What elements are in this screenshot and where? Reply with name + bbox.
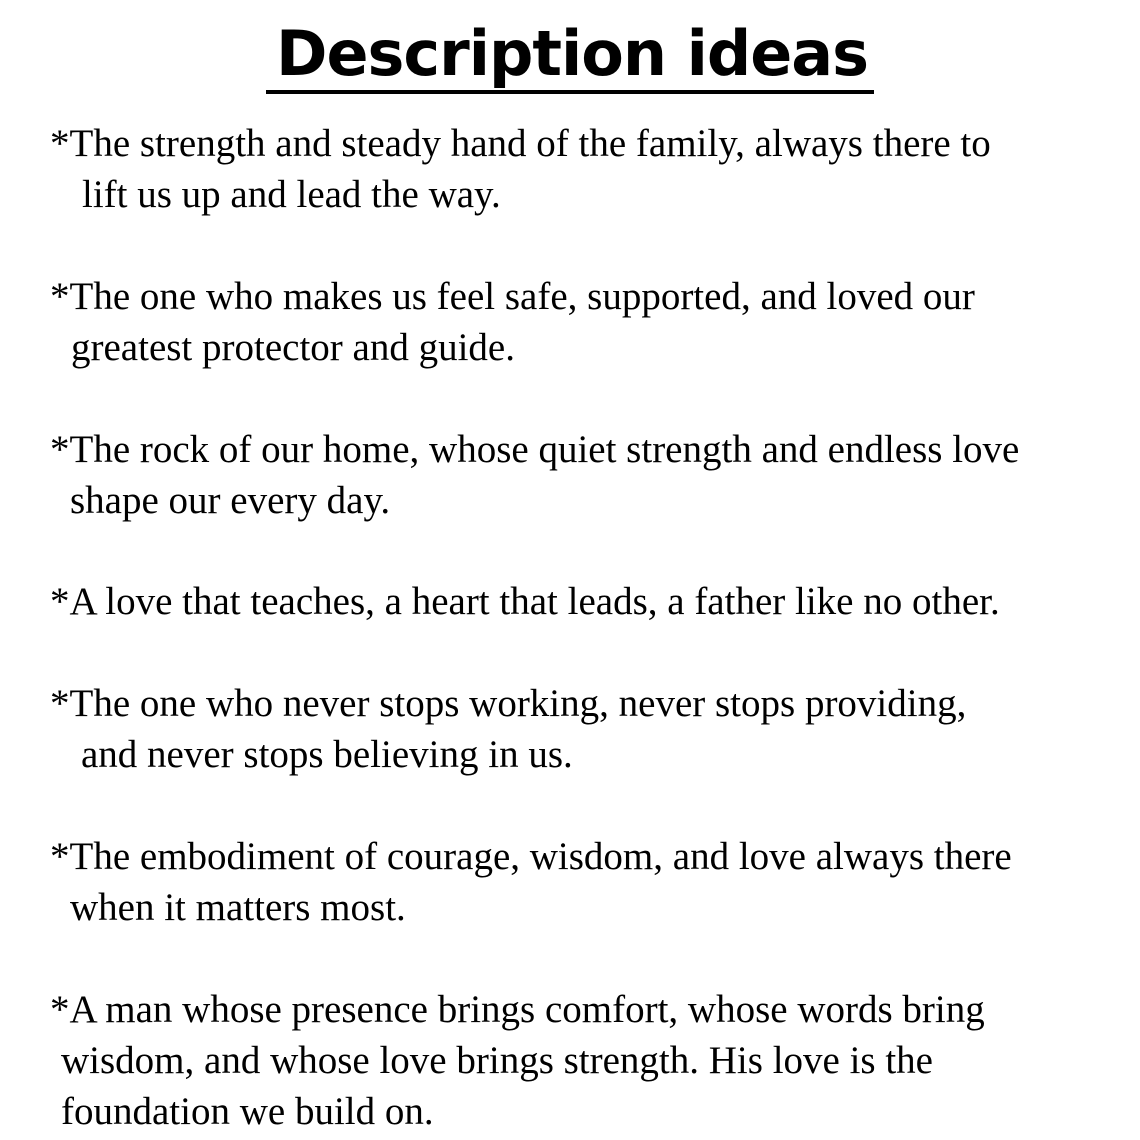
idea-line: *The rock of our home, whose quiet strength and endless love xyxy=(50,428,1020,471)
idea-line: when it matters most. xyxy=(70,886,406,929)
page-title xyxy=(0,14,1140,94)
idea-line: *A man whose presence brings comfort, whose words bring xyxy=(50,988,985,1031)
idea-line: *The one who makes us feel safe, supported, and loved our xyxy=(50,275,975,318)
idea-line: lift us up and lead the way. xyxy=(82,173,501,216)
idea-line: shape our every day. xyxy=(70,479,391,522)
idea-item-1 xyxy=(0,118,1140,220)
idea-line: *The one who never stops working, never stops providing, xyxy=(50,682,967,725)
idea-line: foundation we build on. xyxy=(61,1090,434,1133)
idea-item-6 xyxy=(0,831,1140,933)
idea-item-2 xyxy=(0,271,1140,373)
idea-line: *The embodiment of courage, wisdom, and love always there xyxy=(50,835,1012,878)
idea-line: *The strength and steady hand of the family, always there to xyxy=(50,122,991,165)
idea-line: and never stops believing in us. xyxy=(81,733,573,776)
idea-item-3 xyxy=(0,424,1140,526)
idea-line: *A love that teaches, a heart that leads, a father like no other. xyxy=(50,580,1000,623)
idea-line: greatest protector and guide. xyxy=(71,326,515,369)
page-title-text: Description ideas xyxy=(266,18,874,94)
idea-item-5 xyxy=(0,678,1140,780)
idea-item-4 xyxy=(0,576,1140,627)
idea-item-7 xyxy=(0,984,1140,1137)
idea-line: wisdom, and whose love brings strength. His love is the xyxy=(61,1039,933,1082)
